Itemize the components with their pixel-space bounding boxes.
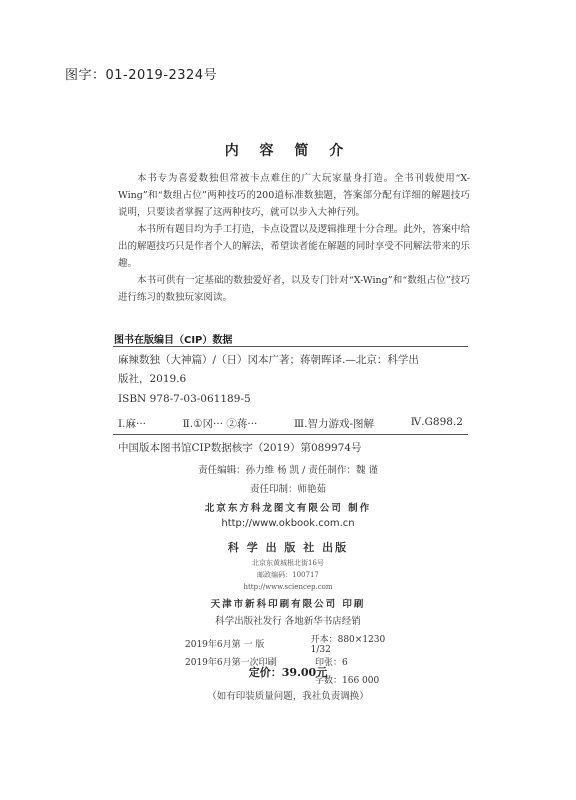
specs-row [185,634,405,655]
cip-entry-line2: 版社，2019.6 [118,373,187,385]
distribution: 科学出版社发行 各地新华书店经销 [215,616,361,627]
cip-class-1: Ⅰ.麻··· [118,418,146,430]
sheets: 印张：6 [315,657,348,668]
publisher-address: 北京东黄城根北街16号 [252,559,324,567]
cip-entry-line1: 麻辣数独（大神篇）/（日）冈本广著；蒋朝晖译.—北京：科学出 [118,354,419,366]
printing-date: 2019年6月第一次印刷 [185,657,277,668]
cip-class-4: Ⅳ.G898.2 [410,416,463,428]
word-count: 字数：166 000 [315,675,380,686]
quality-notice: （如有印装质量问题，我社负责调换） [207,691,369,702]
cip-isbn: ISBN 978-7-03-061189-5 [118,393,251,405]
producer: 北京东方科龙图文有限公司 制作 [204,503,372,514]
cip-heading: 图书在版编目（CIP）数据 [114,335,233,346]
summary-title: 内 容 简 介 [224,143,352,159]
cip-top-rule [113,346,468,347]
publisher: 科 学 出 版 社 出版 [227,541,349,554]
format: 开本：880×1230 1/32 [310,634,386,655]
cip-class-2: Ⅱ.①冈··· ②蒋··· [182,418,258,430]
cip-bottom-rule [113,434,468,435]
summary-paragraph: 本书所有题目均为手工打造，卡点设置以及逻辑推理十分合理。此外，答案中给出的解题技巧只是作者个人的解法，希望读者能在解题的同时享受不同解法带来的乐趣。 [118,224,470,269]
summary-paragraph: 本书可供有一定基础的数独爱好者，以及专门针对“X-Wing”和“数组占位”技巧进行练习的数独玩家阅读。 [118,275,470,303]
copyright-registration: 图字：01-2019-2324号 [65,68,218,83]
cip-class-3: Ⅲ.智力游戏-图解 [294,418,375,430]
printer: 天津市新科印刷有限公司 印刷 [210,599,366,610]
edition: 2019年6月第 一 版 [185,639,265,650]
price: 定价：39.00元 [248,666,328,679]
producer-url: http://www.okbook.com.cn [221,518,355,529]
publisher-url: http://www.sciencep.com [243,583,333,591]
credits-editors: 责任编辑：孙力维 杨 凯 / 责任制作：魏 谨 [198,465,378,476]
credits-printing: 责任印制：师艳茹 [249,484,326,495]
cip-record: 中国版本图书馆CIP数据核字（2019）第089974号 [118,442,362,454]
cip-classification [118,416,463,431]
publisher-postcode: 邮政编码：100717 [257,571,319,579]
summary-paragraph: 本书专为喜爱数独但常被卡点难住的广大玩家量身打造。全书刊载使用“X-Wing”和“数组占位”两种技巧的200道标准数独题，答案部分配有详细的解题技巧说明，只要读者掌握了这两种技巧，就可以步入大神行列。 [118,173,470,218]
